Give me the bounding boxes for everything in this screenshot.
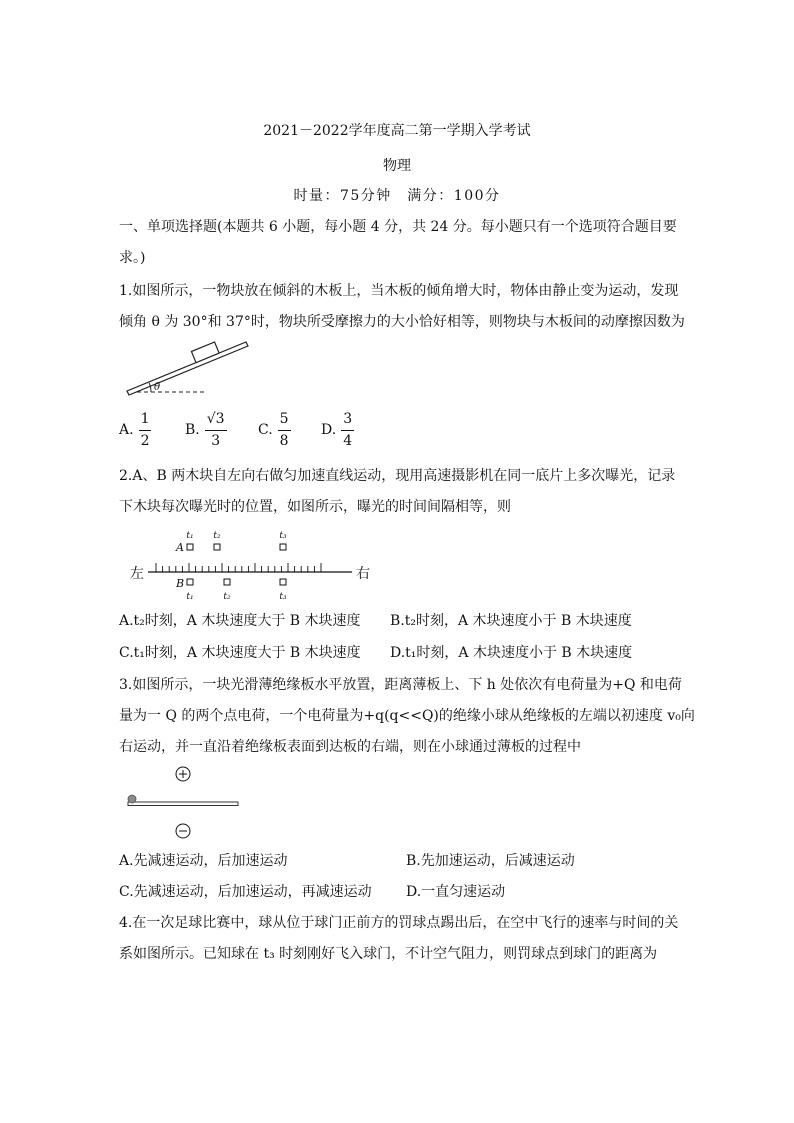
fraction	[341, 409, 354, 452]
option-label: D.	[321, 422, 337, 438]
fraction	[139, 409, 152, 452]
question-1-text-continued: 倾角 θ 为 30°和 37°时，物块所受摩擦力的大小恰好相等，则物块与木板间的动摩擦因数为	[119, 314, 685, 330]
question-4-text-continued: 系如图所示。已知球在 t₃ 时刻刚好飞入球门，不计空气阻力，则罚球点到球门的距离为	[119, 946, 658, 962]
fraction	[278, 409, 291, 452]
section-heading: 一、单项选择题(本题共 6 小题，每小题 4 分，共 24 分。每小题只有一个选项符合题目要	[119, 219, 677, 235]
incline-board	[127, 342, 248, 395]
left-label: 左	[130, 566, 144, 582]
option-c: C.先减速运动，后加速运动，再减速运动	[119, 884, 372, 900]
option-b: B.t₂时刻，A 木块速度小于 B 木块速度	[390, 613, 632, 629]
b-time-label: t₁	[186, 592, 194, 602]
charged-ball	[128, 795, 136, 803]
right-label: 右	[356, 566, 370, 582]
a-time-label: t₂	[213, 531, 221, 541]
option-a: A.先减速运动，后加速运动	[119, 853, 288, 869]
ruler-ticks	[156, 563, 321, 572]
exam-title: 2021－2022学年度高二第一学期入学考试	[263, 123, 531, 139]
numerator: 3	[341, 409, 354, 431]
numerator: 5	[278, 409, 291, 431]
question-3-text: 3.如图所示，一块光滑薄绝缘板水平放置，距离薄板上、下 h 处依次有电荷量为+Q 和电荷	[119, 677, 682, 693]
block-b-position	[280, 579, 286, 585]
block-b-position	[224, 579, 230, 585]
block-b-position	[187, 579, 193, 585]
insulating-plate	[128, 802, 238, 806]
question-2-figure	[125, 525, 380, 605]
question-3-text-continued: 右运动，并一直沿着绝缘板表面到达板的右端，则在小球通过薄板的过程中	[119, 739, 581, 755]
option-d: D.t₁时刻，A 木块速度小于 B 木块速度	[390, 645, 633, 661]
option-b	[185, 408, 227, 452]
denominator: 4	[343, 432, 353, 449]
option-c: C.t₁时刻，A 木块速度大于 B 木块速度	[119, 645, 361, 661]
exam-info: 时量：75分钟 满分：100分	[293, 188, 501, 204]
section-heading-continued: 求。)	[119, 250, 146, 266]
question-3-figure	[122, 762, 247, 842]
b-time-label: t₂	[223, 592, 231, 602]
a-time-label: t₁	[186, 531, 194, 541]
option-a: A.t₂时刻，A 木块速度大于 B 木块速度	[119, 613, 361, 629]
option-label: A.	[119, 422, 134, 438]
question-3-text-continued: 量为一 Q 的两个点电荷，一个电荷量为+q(q<<Q)的绝缘小球从绝缘板的左端以初速度 v₀向	[119, 708, 695, 724]
subject-title: 物理	[383, 158, 411, 174]
block-a-position	[214, 544, 220, 550]
option-d	[321, 408, 354, 452]
a-time-label: t₃	[279, 531, 287, 541]
question-1-figure	[120, 335, 260, 400]
theta-label: θ	[154, 382, 161, 393]
block-b-label: B	[176, 577, 185, 590]
denominator: 2	[140, 432, 150, 449]
question-2-text: 2.A、B 两木块自左向右做匀加速直线运动，现用高速摄影机在同一底片上多次曝光，记录	[119, 468, 676, 484]
block-a-label: A	[176, 541, 184, 554]
option-c	[258, 408, 291, 452]
denominator: 8	[279, 432, 289, 449]
question-2-text-continued: 下木块每次曝光时的位置，如图所示，曝光的时间间隔相等，则	[119, 499, 511, 515]
fraction	[205, 409, 227, 452]
option-d: D.一直匀速运动	[406, 884, 506, 900]
denominator: 3	[211, 432, 221, 449]
option-label: B.	[185, 422, 200, 438]
option-a	[119, 408, 151, 452]
question-1-text: 1.如图所示，一物块放在倾斜的木板上，当木板的倾角增大时，物体由静止变为运动，发现	[119, 283, 679, 299]
option-b: B.先加速运动，后减速运动	[406, 853, 575, 869]
numerator: 1	[139, 409, 152, 431]
block-a-position	[280, 544, 286, 550]
option-label: C.	[258, 422, 273, 438]
b-time-label: t₃	[279, 592, 287, 602]
positive-charge-icon	[176, 767, 190, 781]
block-a-position	[187, 544, 193, 550]
negative-charge-icon	[176, 824, 190, 838]
question-4-text: 4.在一次足球比赛中，球从位于球门正前方的罚球点踢出后，在空中飞行的速率与时间的关	[119, 915, 679, 931]
numerator: √3	[205, 409, 227, 431]
